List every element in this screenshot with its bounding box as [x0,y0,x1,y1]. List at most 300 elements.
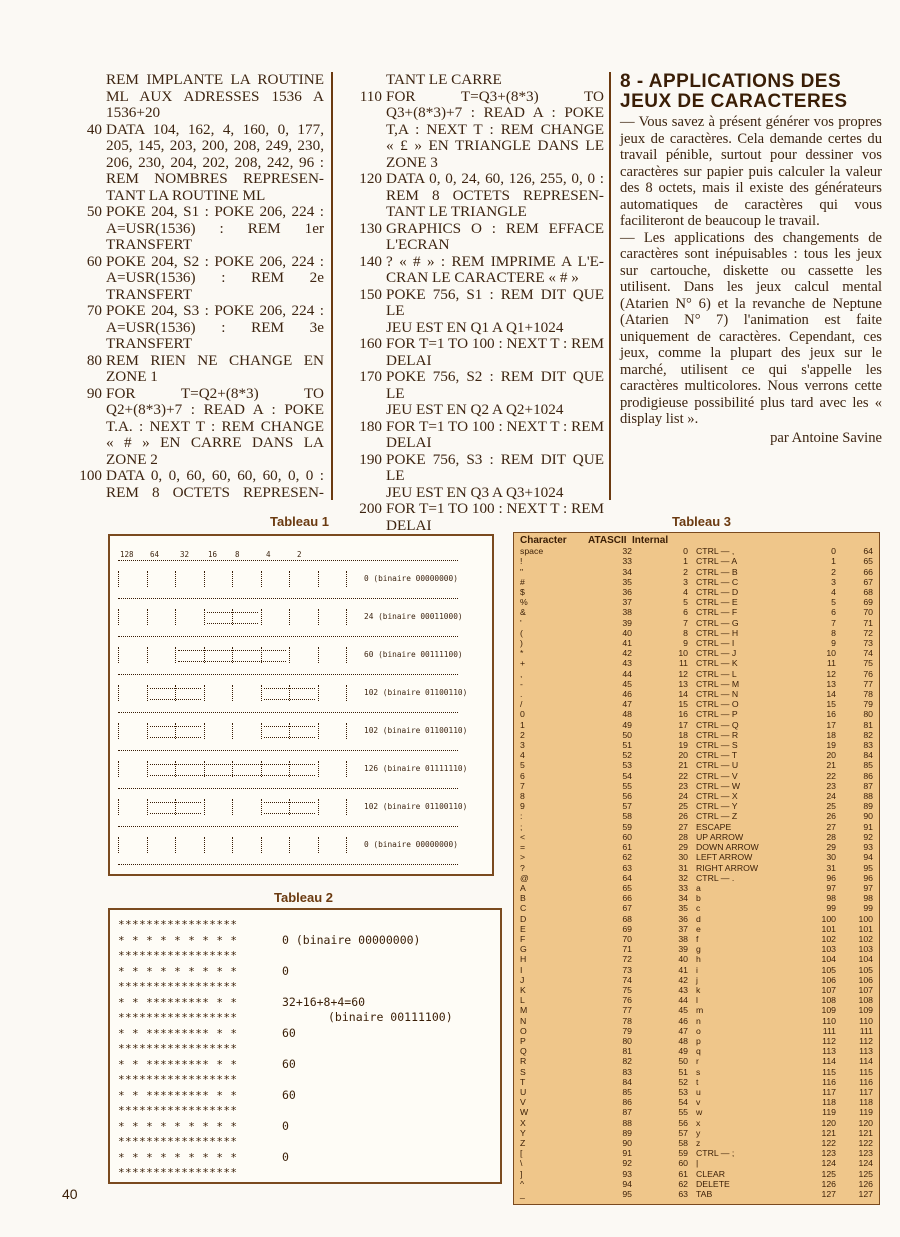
table-row [514,954,879,964]
line-number: 50 [86,203,102,220]
table-cell: 31 [678,862,688,873]
code-line [66,468,324,485]
table-row [514,975,879,985]
line-number [346,138,386,155]
ascii-line: ***************** [118,1104,238,1117]
table-cell: F [520,933,526,944]
line-number [66,72,106,89]
table-row [514,863,879,873]
table-row [514,577,879,587]
line-number: 100 [79,467,102,484]
code-text: « # » EN CARRE DANS LA [106,434,324,451]
code-text: POKE 756, S2 : REM DIT QUE LE [386,368,604,402]
table-row [514,1189,879,1199]
table-row [514,1128,879,1138]
line-number [66,188,106,205]
ascii-value-label: 0 [282,1149,289,1164]
code-text: REM 8 OCTETS REPRESEN- [386,186,604,204]
line-number [66,452,106,469]
code-line [66,221,324,238]
table-row [514,679,879,689]
table-cell: J [520,974,525,985]
table-cell: 30 [826,852,836,863]
table-row [514,567,879,577]
table-cell: 120 [821,1117,836,1128]
table-cell: 119 [822,1107,836,1118]
grid-tick [204,609,205,625]
table-cell: 0 [683,546,688,557]
table-cell: 19 [826,740,836,751]
code-line [346,89,604,106]
table-cell: RIGHT ARROW [696,862,759,873]
table-cell: 13 [678,678,688,689]
grid-tick [346,571,347,587]
table-cell: v [696,1097,701,1108]
table-cell: 55 [678,1107,688,1118]
table-row [514,934,879,944]
line-number [66,336,106,353]
grid-tick [346,685,347,701]
grid-tick [204,799,205,815]
code-line [346,336,604,353]
grid-line [118,674,458,675]
code-text: POKE 756, S3 : REM DIT QUE LE [386,450,604,484]
table-cell: 73 [622,964,632,975]
table-row [514,1158,879,1168]
grid-tick [118,799,119,815]
table-cell: H [520,954,527,965]
table-cell: ! [520,556,523,567]
line-number: 130 [359,219,382,237]
code-text: 1536+20 [106,104,161,121]
table-cell: CTRL — J [696,648,737,659]
table-cell: 84 [622,1076,632,1087]
table-row [514,995,879,1005]
table-cell: 28 [678,831,688,842]
table-cell: 83 [622,1066,632,1077]
table-cell: 84 [863,750,873,761]
table-row [514,1097,879,1107]
table-row [514,893,879,903]
code-line [66,336,324,353]
table-row [514,914,879,924]
filled-pixels [150,688,201,700]
grid-tick [147,723,148,739]
table-cell: CTRL — Q [696,719,739,730]
table-cell: CTRL — A [696,556,738,567]
table-row [514,1169,879,1179]
table-cell: 83 [863,740,873,751]
table-cell: K [520,984,526,995]
table-cell: 2 [683,566,688,577]
grid-tick [204,837,205,853]
tableau-1-caption: Tableau 1 [270,514,330,529]
table-cell: 100 [858,913,873,924]
code-text: POKE 204, S2 : POKE 206, 224 : [106,252,324,270]
table-cell: Z [520,1137,526,1148]
code-line [66,303,324,320]
grid-tick [147,837,148,853]
code-text: A=USR(1536) : REM 2e [106,269,324,286]
table-cell: * [520,648,524,659]
code-line [66,188,324,205]
grid-tick [346,609,347,625]
line-number [346,155,386,172]
table-cell: % [520,597,528,608]
code-text: POKE 756, S1 : REM DIT QUE LE [386,285,604,319]
table-row [514,760,879,770]
table-cell: CTRL — B [696,566,738,577]
table-cell: P [520,1035,526,1046]
code-text: REM NOMBRES REPRESEN- [106,170,324,187]
table-cell: 25 [678,801,688,812]
article-column [620,72,882,446]
table-cell: 54 [678,1097,688,1108]
table-cell: 106 [858,974,873,985]
table-cell: 41 [678,964,688,975]
table-cell: 8 [520,791,525,802]
table-cell: 23 [678,780,688,791]
line-number [66,237,106,254]
table-cell: 106 [821,974,836,985]
table-cell: 46 [678,1015,688,1026]
table-cell: 35 [622,576,632,587]
table-row [514,985,879,995]
table-cell: 102 [821,933,836,944]
table-cell: 76 [863,668,873,679]
table-cell: 22 [678,770,688,781]
code-line [346,419,604,436]
table-cell: 103 [821,944,836,955]
table-cell: u [696,1086,701,1097]
table-cell: 47 [678,1025,688,1036]
table-cell: 94 [863,852,873,863]
bit-weight: 128 [120,550,134,559]
code-text: DATA 0, 0, 24, 60, 126, 255, 0, 0 : [386,170,604,187]
table-cell: CTRL — ; [696,1148,735,1159]
table-cell: 49 [622,719,632,730]
table-cell: 74 [863,648,873,659]
table-cell: k [696,984,701,995]
table-cell: 51 [622,740,632,751]
table-row [514,832,879,842]
table-cell: 66 [863,566,873,577]
code-line [66,287,324,304]
grid-tick [118,837,119,853]
table-cell: 24 [678,791,688,802]
table-cell: 96 [863,872,873,883]
grid-tick [289,609,290,625]
table-cell: 98 [863,893,873,904]
table-cell: 12 [678,668,688,679]
table-cell: 104 [821,954,836,965]
code-text: TRANSFERT [106,285,193,303]
table-cell: X [520,1117,526,1128]
table-cell: UP ARROW [696,831,744,842]
table-cell: 32 [622,546,632,557]
table-cell: E [520,923,526,934]
table-cell: 78 [622,1015,632,1026]
grid-tick [346,761,347,777]
grid-tick [147,647,148,663]
ascii-value-label: 60 [282,1025,296,1040]
table-cell: 25 [826,801,836,812]
table-cell: 65 [863,556,873,567]
code-text: FOR T=1 TO 100 : NEXT T : REM [386,500,604,517]
table-cell: 53 [678,1086,688,1097]
table-cell: ] [520,1168,523,1179]
ascii-value-label: 60 [282,1056,296,1071]
code-line [66,353,324,370]
table-row [514,1138,879,1148]
table-cell: DELETE [696,1178,730,1189]
table-cell: 59 [622,821,632,832]
table-cell: 81 [622,1046,632,1057]
table-cell: 14 [826,689,836,700]
grid-tick [346,799,347,815]
table-cell: 98 [826,893,836,904]
table-cell: 110 [859,1015,873,1026]
tableau-2 [108,908,502,1184]
code-column-middle [346,72,604,551]
table-cell: 108 [858,995,873,1006]
table-row [514,648,879,658]
table-cell: 69 [622,923,632,934]
grid-tick [261,685,262,701]
table-cell: a [696,882,701,893]
table-cell: 2 [831,566,836,577]
table-cell: CTRL — X [696,791,738,802]
filled-pixels [150,726,201,738]
grid-tick [118,761,119,777]
table-cell: 15 [826,699,836,710]
table-cell: 93 [622,1168,632,1179]
table-cell: 75 [622,984,632,995]
grid-tick [232,837,233,853]
table-cell: 42 [622,648,632,659]
table-cell: 47 [622,699,632,710]
table-cell: ? [520,862,525,873]
grid-tick [118,647,119,663]
grid-tick [289,571,290,587]
table-cell: D [520,913,527,924]
table-cell: 104 [858,954,873,965]
table-cell: 11 [826,658,836,669]
table-cell: i [696,964,698,975]
code-text: T.A. : NEXT T : REM CHANGE [106,417,324,435]
table-cell: Y [520,1127,526,1138]
table-cell: 44 [678,995,688,1006]
grid-tick [318,571,319,587]
table-cell: 126 [821,1178,836,1189]
table-cell: 18 [826,729,836,740]
table-cell: d [696,913,701,924]
code-text: « £ » EN TRIANGLE DANS LE [386,137,604,154]
line-number [66,402,106,419]
code-line [66,386,324,403]
line-number [66,155,106,172]
table-cell: < [520,831,526,842]
table-cell: > [520,852,526,863]
table-row [514,852,879,862]
table-row [514,883,879,893]
grid-tick [232,571,233,587]
filled-pixels [264,688,315,700]
code-text: T,A : NEXT T : REM CHANGE [386,120,604,138]
table-cell: CTRL — O [696,699,739,710]
table-cell: 7 [683,617,688,628]
column-header: ATASCII [588,535,627,546]
table-cell: 14 [678,689,688,700]
grid-tick [346,723,347,739]
table-cell: 60 [678,1158,688,1169]
table-cell: 58 [678,1137,688,1148]
table-cell: 23 [826,780,836,791]
table-row [514,699,879,709]
table-cell: 3 [683,576,688,587]
table-cell: 96 [826,872,836,883]
code-line [66,105,324,122]
table-cell: 51 [678,1066,688,1077]
grid-line [118,636,458,637]
grid-line [118,750,458,751]
table-cell: CTRL — G [696,617,739,628]
code-text: DELAI [386,434,432,451]
table-cell: q [696,1046,701,1057]
line-number [346,204,386,221]
line-number: 190 [359,450,382,468]
table-row [514,730,879,740]
table-cell: 5 [520,760,525,771]
grid-tick [175,647,176,663]
table-cell: CLEAR [696,1168,725,1179]
table-cell: 60 [622,831,632,842]
line-number: 110 [359,87,382,105]
table-cell: CTRL — L [696,668,737,679]
table-cell: 112 [822,1035,836,1046]
table-cell: b [696,893,701,904]
ascii-line: * * ********* * * [118,995,238,1009]
tableau-1 [108,534,494,876]
table-cell: 24 [826,791,836,802]
table-cell: 68 [863,587,873,598]
code-line [346,501,604,518]
grid-tick [318,837,319,853]
table-cell: 37 [678,923,688,934]
line-number [346,402,386,419]
ascii-line: ***************** [118,949,238,962]
table-cell: 95 [863,862,873,873]
table-cell: 7 [520,780,525,791]
code-text: DELAI [386,351,432,369]
table-cell: 29 [678,842,688,853]
row-value-label: 102 (binaire 01100110) [364,688,468,697]
code-line [66,485,324,502]
table-cell: CTRL — R [696,729,739,740]
table-row [514,811,879,821]
table-cell: 28 [826,831,836,842]
table-cell: 127 [821,1189,836,1199]
table-cell: 61 [678,1168,688,1179]
code-line [66,89,324,106]
bit-weight: 32 [180,550,190,559]
table-cell: 71 [863,617,873,628]
line-number [66,221,106,238]
table-row [514,607,879,617]
code-line [66,171,324,188]
line-number [346,72,386,89]
tableau-3-caption: Tableau 3 [672,514,732,529]
line-number [66,419,106,436]
code-text: DELAI [386,516,432,534]
ascii-line: ***************** [118,1011,238,1024]
table-cell: 27 [826,821,836,832]
table-cell: 18 [678,729,688,740]
table-cell: 6 [683,607,688,618]
table-cell: DOWN ARROW [696,842,759,853]
filled-pixels [264,726,315,738]
code-line [66,237,324,254]
line-number [346,353,386,370]
table-cell: 68 [622,913,632,924]
table-cell: 85 [863,760,873,771]
line-number: 140 [359,252,382,270]
table-cell: 113 [859,1046,873,1057]
grid-tick [289,647,290,663]
table-cell: 122 [858,1137,873,1148]
table-cell: , [520,668,523,679]
table-cell: Q [520,1046,527,1057]
grid-tick [318,647,319,663]
table-cell: 124 [821,1158,836,1169]
ascii-line: ***************** [118,1073,238,1086]
table-cell: 111 [859,1025,873,1036]
code-text: A=USR(1536) : REM 3e [106,318,324,336]
ascii-value-label: 0 [282,963,289,978]
table-cell: 67 [622,903,632,914]
table-cell: 53 [622,760,632,771]
table-cell: m [696,1005,704,1016]
code-text: FOR T=1 TO 100 : NEXT T : REM [386,335,604,352]
code-line [346,204,604,221]
article-heading: 8 - APPLICATIONS DES JEUX DE CARACTERES [620,71,848,112]
table-cell: CTRL — Y [696,801,738,812]
table-cell: & [520,607,526,618]
code-line [346,402,604,419]
table-cell: y [696,1127,701,1138]
line-number [66,171,106,188]
table-cell: 26 [678,811,688,822]
table-cell: 92 [863,831,873,842]
ascii-line: ***************** [118,1042,238,1055]
table-cell: 32 [678,872,688,883]
ascii-line: * * ********* * * [118,1026,238,1040]
table-row [514,791,879,801]
table-cell: ^ [520,1178,525,1189]
table-cell: 75 [863,658,873,669]
table-cell: 116 [859,1076,873,1087]
code-text: DATA 104, 162, 4, 160, 0, 177, [106,120,324,138]
table-cell: 38 [678,933,688,944]
grid-line [118,712,458,713]
table-row [514,1067,879,1077]
line-number [66,105,106,122]
table-cell: 78 [863,689,873,700]
code-line [66,72,324,89]
ascii-line: ***************** [118,1166,238,1179]
code-text: ? « # » : REM IMPRIME A L'E- [386,252,604,270]
table-cell: 119 [859,1107,873,1118]
